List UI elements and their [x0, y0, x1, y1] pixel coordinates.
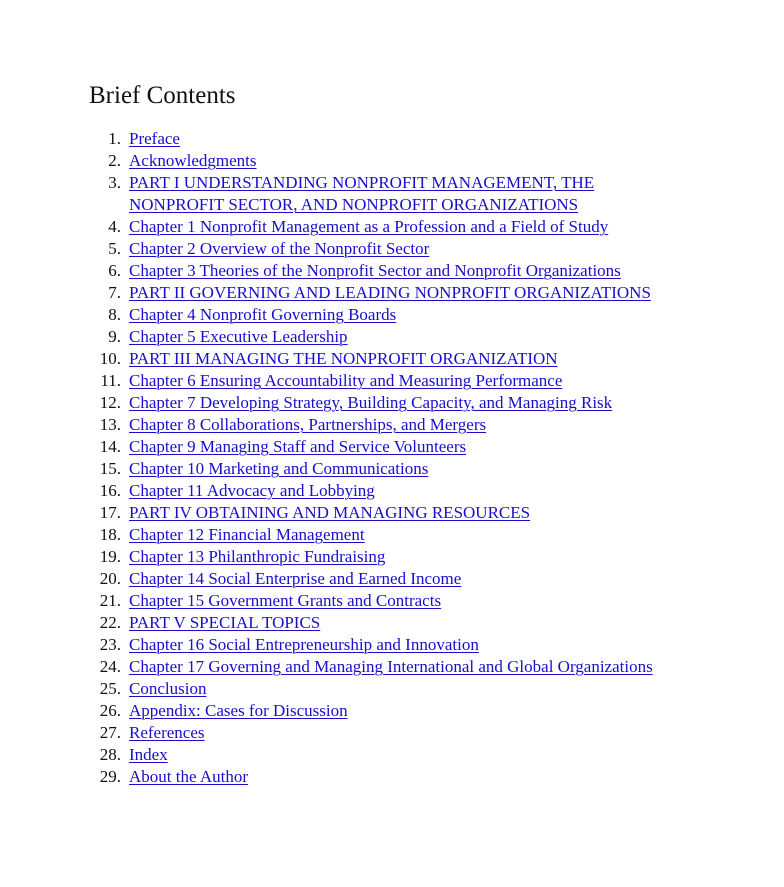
toc-link[interactable]: Appendix: Cases for Discussion: [129, 701, 348, 720]
toc-item-number: 5.: [108, 239, 121, 258]
page-title: Brief Contents: [89, 82, 236, 109]
toc-link[interactable]: Chapter 6 Ensuring Accountability and Measuring Performance: [129, 371, 563, 390]
toc-item: [0, 722, 689, 744]
toc-link[interactable]: Chapter 7 Developing Strategy, Building Capacity, and Managing Risk: [129, 393, 613, 412]
toc-item: [0, 282, 689, 304]
toc-link[interactable]: Chapter 9 Managing Staff and Service Volunteers: [129, 437, 467, 456]
toc-item-number: 25.: [99, 679, 121, 698]
toc-item: [0, 348, 689, 370]
toc-item: [0, 700, 689, 722]
toc-link[interactable]: Chapter 16 Social Entrepreneurship and Innovation: [129, 635, 479, 654]
toc-item-number: 10.: [99, 349, 121, 368]
toc-link[interactable]: Chapter 10 Marketing and Communications: [129, 459, 429, 478]
toc-link[interactable]: Chapter 3 Theories of the Nonprofit Sector and Nonprofit Organizations: [129, 261, 621, 280]
toc-item: [0, 238, 689, 260]
toc-link[interactable]: PART I UNDERSTANDING NONPROFIT MANAGEMENT, THE NONPROFIT SECTOR, AND NONPROFIT ORGANIZATIONS: [129, 173, 595, 214]
toc-link[interactable]: Chapter 1 Nonprofit Management as a Profession and a Field of Study: [129, 217, 609, 236]
toc-link[interactable]: PART IV OBTAINING AND MANAGING RESOURCES: [129, 503, 531, 522]
toc-link[interactable]: Acknowledgments: [129, 151, 257, 170]
toc-item: [0, 524, 689, 546]
toc-link[interactable]: Chapter 11 Advocacy and Lobbying: [129, 481, 375, 500]
toc-link[interactable]: Index: [129, 745, 168, 764]
toc-item-number: 24.: [99, 657, 121, 676]
toc-item-number: 2.: [108, 151, 121, 170]
toc-item-number: 29.: [99, 767, 121, 786]
toc-item-number: 8.: [108, 305, 121, 324]
toc-item: [0, 590, 689, 612]
toc-item-number: 19.: [99, 547, 121, 566]
toc-item-number: 4.: [108, 217, 121, 236]
table-of-contents: [0, 128, 784, 788]
toc-link[interactable]: About the Author: [129, 767, 248, 786]
toc-link[interactable]: Chapter 13 Philanthropic Fundraising: [129, 547, 386, 566]
toc-link[interactable]: PART V SPECIAL TOPICS: [129, 613, 321, 632]
toc-link[interactable]: Conclusion: [129, 679, 207, 698]
toc-link[interactable]: Chapter 17 Governing and Managing International and Global Organizations: [129, 657, 653, 676]
toc-link[interactable]: Chapter 5 Executive Leadership: [129, 327, 348, 346]
toc-item-number: 15.: [99, 459, 121, 478]
toc-item: [0, 766, 689, 788]
toc-item-number: 23.: [99, 635, 121, 654]
toc-link[interactable]: Chapter 14 Social Enterprise and Earned Income: [129, 569, 462, 588]
toc-item-number: 14.: [99, 437, 121, 456]
toc-link[interactable]: Chapter 15 Government Grants and Contracts: [129, 591, 442, 610]
toc-item-number: 16.: [99, 481, 121, 500]
toc-item-number: 11.: [100, 371, 121, 390]
toc-item: [0, 744, 689, 766]
toc-item-number: 28.: [99, 745, 121, 764]
toc-item: [0, 304, 689, 326]
toc-item-number: 17.: [99, 503, 121, 522]
toc-item: [0, 216, 689, 238]
toc-link[interactable]: Chapter 12 Financial Management: [129, 525, 365, 544]
toc-item: [0, 326, 689, 348]
toc-item: [0, 678, 689, 700]
toc-item-number: 21.: [99, 591, 121, 610]
toc-item: [0, 568, 689, 590]
toc-item: [0, 392, 689, 414]
toc-item: [0, 128, 689, 150]
toc-item: [0, 458, 689, 480]
toc-item-number: 6.: [108, 261, 121, 280]
toc-link[interactable]: Chapter 8 Collaborations, Partnerships, and Mergers: [129, 415, 487, 434]
toc-item-number: 13.: [99, 415, 121, 434]
toc-link[interactable]: Preface: [129, 129, 180, 148]
toc-item: [0, 502, 689, 524]
toc-item: [0, 480, 689, 502]
toc-item: [0, 634, 689, 656]
toc-item: [0, 656, 689, 678]
toc-item-number: 27.: [99, 723, 121, 742]
toc-item-number: 1.: [108, 129, 121, 148]
toc-item: [0, 436, 689, 458]
toc-item-number: 20.: [99, 569, 121, 588]
toc-item: [0, 414, 689, 436]
toc-link[interactable]: PART II GOVERNING AND LEADING NONPROFIT ORGANIZATIONS: [129, 283, 651, 302]
toc-link[interactable]: PART III MANAGING THE NONPROFIT ORGANIZATION: [129, 349, 558, 368]
toc-item-number: 9.: [108, 327, 121, 346]
toc-item-number: 26.: [99, 701, 121, 720]
toc-item-number: 7.: [108, 283, 121, 302]
toc-item: [0, 370, 689, 392]
toc-link[interactable]: Chapter 4 Nonprofit Governing Boards: [129, 305, 397, 324]
toc-item: [0, 546, 689, 568]
toc-item-number: 3.: [108, 173, 121, 192]
toc-item: [0, 612, 689, 634]
toc-item: [0, 172, 689, 216]
toc-item-number: 18.: [99, 525, 121, 544]
toc-item: [0, 150, 689, 172]
toc-link[interactable]: References: [129, 723, 205, 742]
toc-link[interactable]: Chapter 2 Overview of the Nonprofit Sector: [129, 239, 430, 258]
toc-item: [0, 260, 689, 282]
toc-item-number: 22.: [99, 613, 121, 632]
toc-item-number: 12.: [99, 393, 121, 412]
